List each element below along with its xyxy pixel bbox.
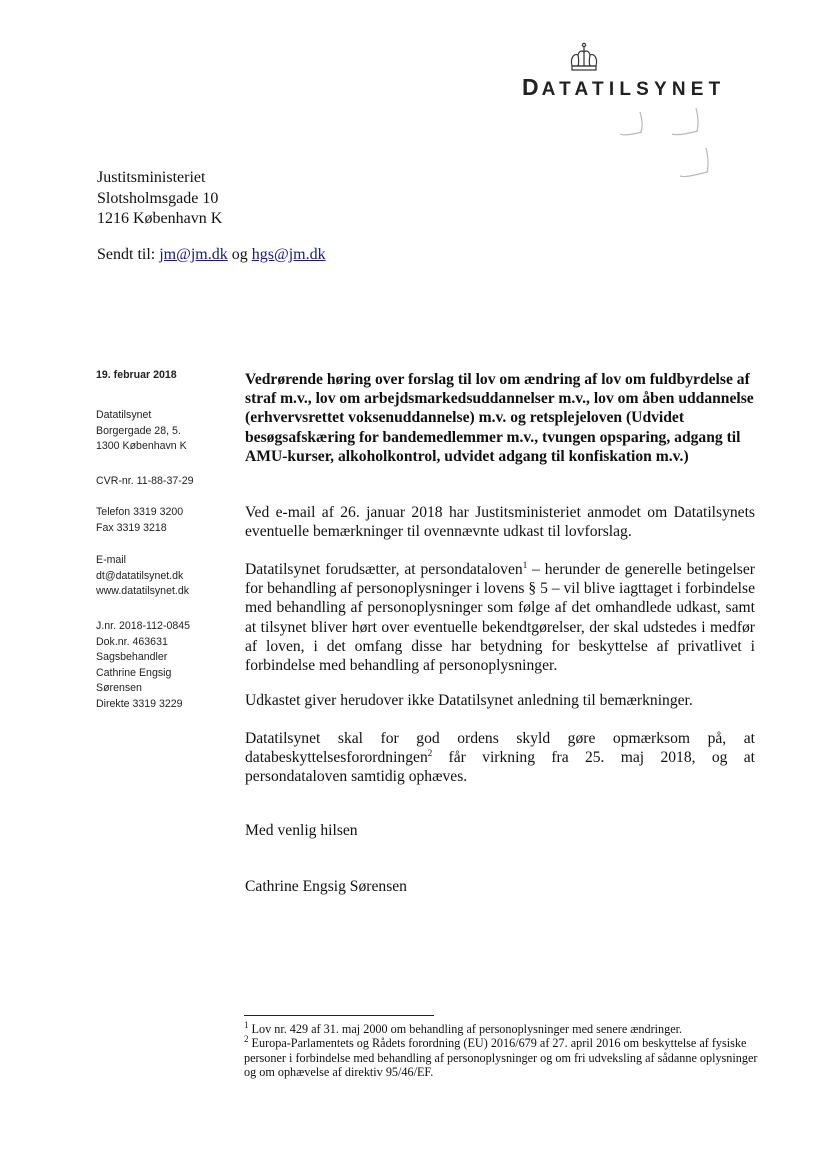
paragraph-2: Datatilsynet forudsætter, at persondataloven$^1$ – herunder de generelle betingelser for behandling af personoplysninger i lovens § 5 – vil blive iagttaget i forbindelse med behandling af personoplysninger som følge af det omhandlede udkast, samt at tilsynet bliver hørt over eventuelle bekendtgørelser, der skal udstedes i medfør af loven, i det omfang disse har betydning for beskyttelse af privatlivet i forbindelse med behandling af personoplysninger. [245, 559, 755, 675]
footnotes [244, 1019, 764, 1080]
sender-address: Datatilsynet Borgergade 28, 5. 1300 København K [96, 409, 187, 453]
recipient-line: Justitsministeriet [97, 169, 206, 186]
crown-logo-icon [566, 42, 602, 74]
case-references: J.nr. 2018-112-0845 Dok.nr. 463631 Sagsbehandler Cathrine Engsig Sørensen Direkte 3319 3229 [96, 620, 191, 710]
footnote-divider [244, 1015, 434, 1016]
footnote-2: $^2$ Europa-Parlamentets og Rådets forordning (EU) 2016/679 af 27. april 2016 om beskyttelse af fysiske personer i forbindelse med behandling af personoplysninger og om fri udveksling af sådanne oplysninger og om ophævelse af direktiv 95/46/EF. [244, 1034, 758, 1080]
letter-subject: Vedrørende høring over forslag til lov om ændring af lov om fuldbyrdelse af straf m.v., lov om arbejdsmarkedsuddannelser m.v., lov om åben uddannelse (erhvervsrettet voksenuddannelse) m.v. og retsplejeloven (Udvidet besøgsafskæring for bandemedlemmer m.v., tvungen opsparing, adgang til AMU-kurser, alkoholkontrol, udvidet adgang til konfiskation m.v.) [245, 371, 754, 465]
cvr-number: CVR-nr. 11-88-37-29 [96, 475, 194, 487]
sidebar-email-link[interactable]: dt@datatilsynet.dk [96, 569, 184, 582]
signature-name: Cathrine Engsig Sørensen [245, 878, 407, 895]
recipient-address [97, 168, 222, 230]
letter-date: 19. februar 2018 [96, 369, 177, 381]
contact-email-web: E-mail dt@datatilsynet.dk www.datatilsynet.dk [96, 553, 236, 600]
footnote-ref-2[interactable]: 2 [427, 748, 433, 759]
recipient-line: Slotsholmsgade 10 [97, 189, 219, 207]
handwritten-marks [612, 104, 732, 184]
paragraph-1: Ved e-mail af 26. januar 2018 har Justitsministeriet anmodet om Datatilsynets eventuelle bemærkninger til ovennævnte udkast til lovforslag. [245, 504, 755, 541]
conjunction-text: og [231, 246, 248, 263]
paragraph-4: Datatilsynet skal for god ordens skyld gøre opmærksom på, at databeskyttelsesforordningen$^2$ får virkning fra 25. maj 2018, og at persondataloven samtidig ophæves. [245, 730, 755, 786]
recipient-line: 1216 København K [97, 210, 223, 227]
paragraph-3: Udkastet giver herudover ikke Datatilsynet anledning til bemærkninger. [245, 692, 693, 709]
sent-to-label: Sendt til: [97, 246, 156, 263]
closing-greeting: Med venlig hilsen [245, 822, 358, 839]
phone-numbers: Telefon 3319 3200 Fax 3319 3218 [96, 506, 184, 534]
email-link-jm[interactable]: jm@jm.dk [159, 246, 228, 263]
sent-to-line [97, 246, 326, 264]
sidebar-web-link[interactable]: www.datatilsynet.dk [96, 585, 190, 598]
email-link-hgs[interactable]: hgs@jm.dk [251, 246, 326, 263]
organization-logo: DATATILSYNET [522, 74, 726, 100]
footnote-1: $^1$ Lov nr. 429 af 31. maj 2000 om behandling af personoplysninger med senere ændringer. [244, 1019, 683, 1036]
footnote-ref-1[interactable]: 1 [522, 559, 528, 570]
